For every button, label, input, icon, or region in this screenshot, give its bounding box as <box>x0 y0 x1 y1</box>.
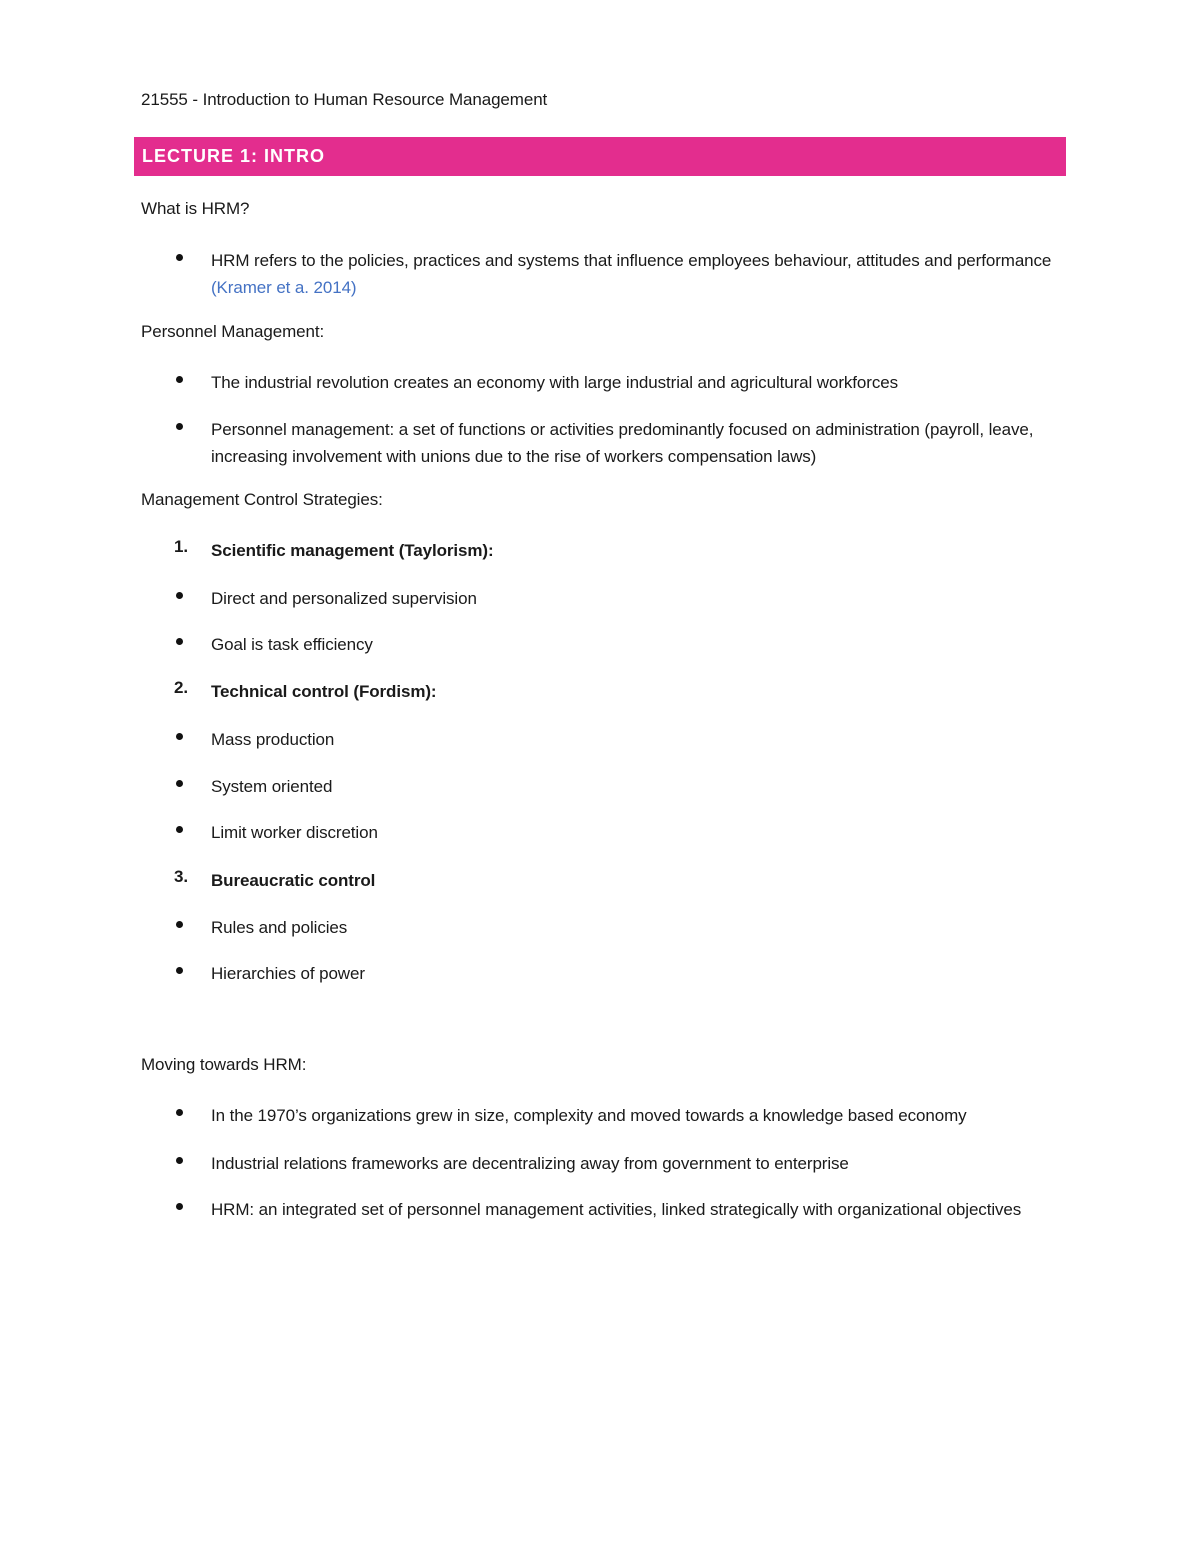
bullet-icon <box>176 1109 183 1116</box>
list-item-text: The industrial revolution creates an economy with large industrial and agricultural workforces <box>211 373 898 392</box>
lecture-heading-bar <box>134 137 1066 176</box>
bullet-icon <box>176 826 183 833</box>
list-item-text: Rules and policies <box>211 918 348 937</box>
section-heading-management-control-strategies: Management Control Strategies: <box>141 490 383 509</box>
list-item-text: HRM: an integrated set of personnel management activities, linked strategically with organizational objectives <box>211 1200 1022 1219</box>
bullet-icon <box>176 423 183 430</box>
numbered-item-title: Scientific management (Taylorism): <box>211 541 494 560</box>
bullet-icon <box>176 376 183 383</box>
bullet-icon <box>176 733 183 740</box>
list-item-text: Goal is task efficiency <box>211 635 373 654</box>
list-number: 1. <box>174 537 188 556</box>
bullet-icon <box>176 1203 183 1210</box>
list-item-text: In the 1970’s organizations grew in size, complexity and moved towards a knowledge based economy <box>211 1106 967 1125</box>
list-item-text: Personnel management: a set of functions or activities predominantly focused on administration (payroll, leave, increasing involvement with unions due to the rise of workers compensation laws) <box>211 420 1034 466</box>
bullet-icon <box>176 921 183 928</box>
bullet-icon <box>176 638 183 645</box>
list-item-text: System oriented <box>211 777 333 796</box>
bullet-icon <box>176 1157 183 1164</box>
bullet-icon <box>176 967 183 974</box>
list-number: 2. <box>174 678 188 697</box>
section-heading-personnel-management: Personnel Management: <box>141 322 325 341</box>
course-title: 21555 - Introduction to Human Resource Management <box>141 90 548 109</box>
list-item-text: Direct and personalized supervision <box>211 589 477 608</box>
lecture-title: LECTURE 1: INTRO <box>142 146 326 166</box>
list-item-text: HRM refers to the policies, practices and systems that influence employees behaviour, attitudes and performance (Kramer et a. 2014) <box>211 251 1052 297</box>
section-heading-moving-towards-hrm: Moving towards HRM: <box>141 1055 307 1074</box>
numbered-item-title: Technical control (Fordism): <box>211 682 437 701</box>
bullet-icon <box>176 780 183 787</box>
list-item-text: Limit worker discretion <box>211 823 378 842</box>
bullet-icon <box>176 592 183 599</box>
list-item-text: Industrial relations frameworks are decentralizing away from government to enterprise <box>211 1154 849 1173</box>
citation: (Kramer et a. 2014) <box>211 278 357 297</box>
list-number: 3. <box>174 867 188 886</box>
numbered-item-title: Bureaucratic control <box>211 871 376 890</box>
list-item-text: Hierarchies of power <box>211 964 365 983</box>
section-heading-what-is-hrm: What is HRM? <box>141 199 250 218</box>
bullet-icon <box>176 254 183 261</box>
list-item-text: Mass production <box>211 730 335 749</box>
